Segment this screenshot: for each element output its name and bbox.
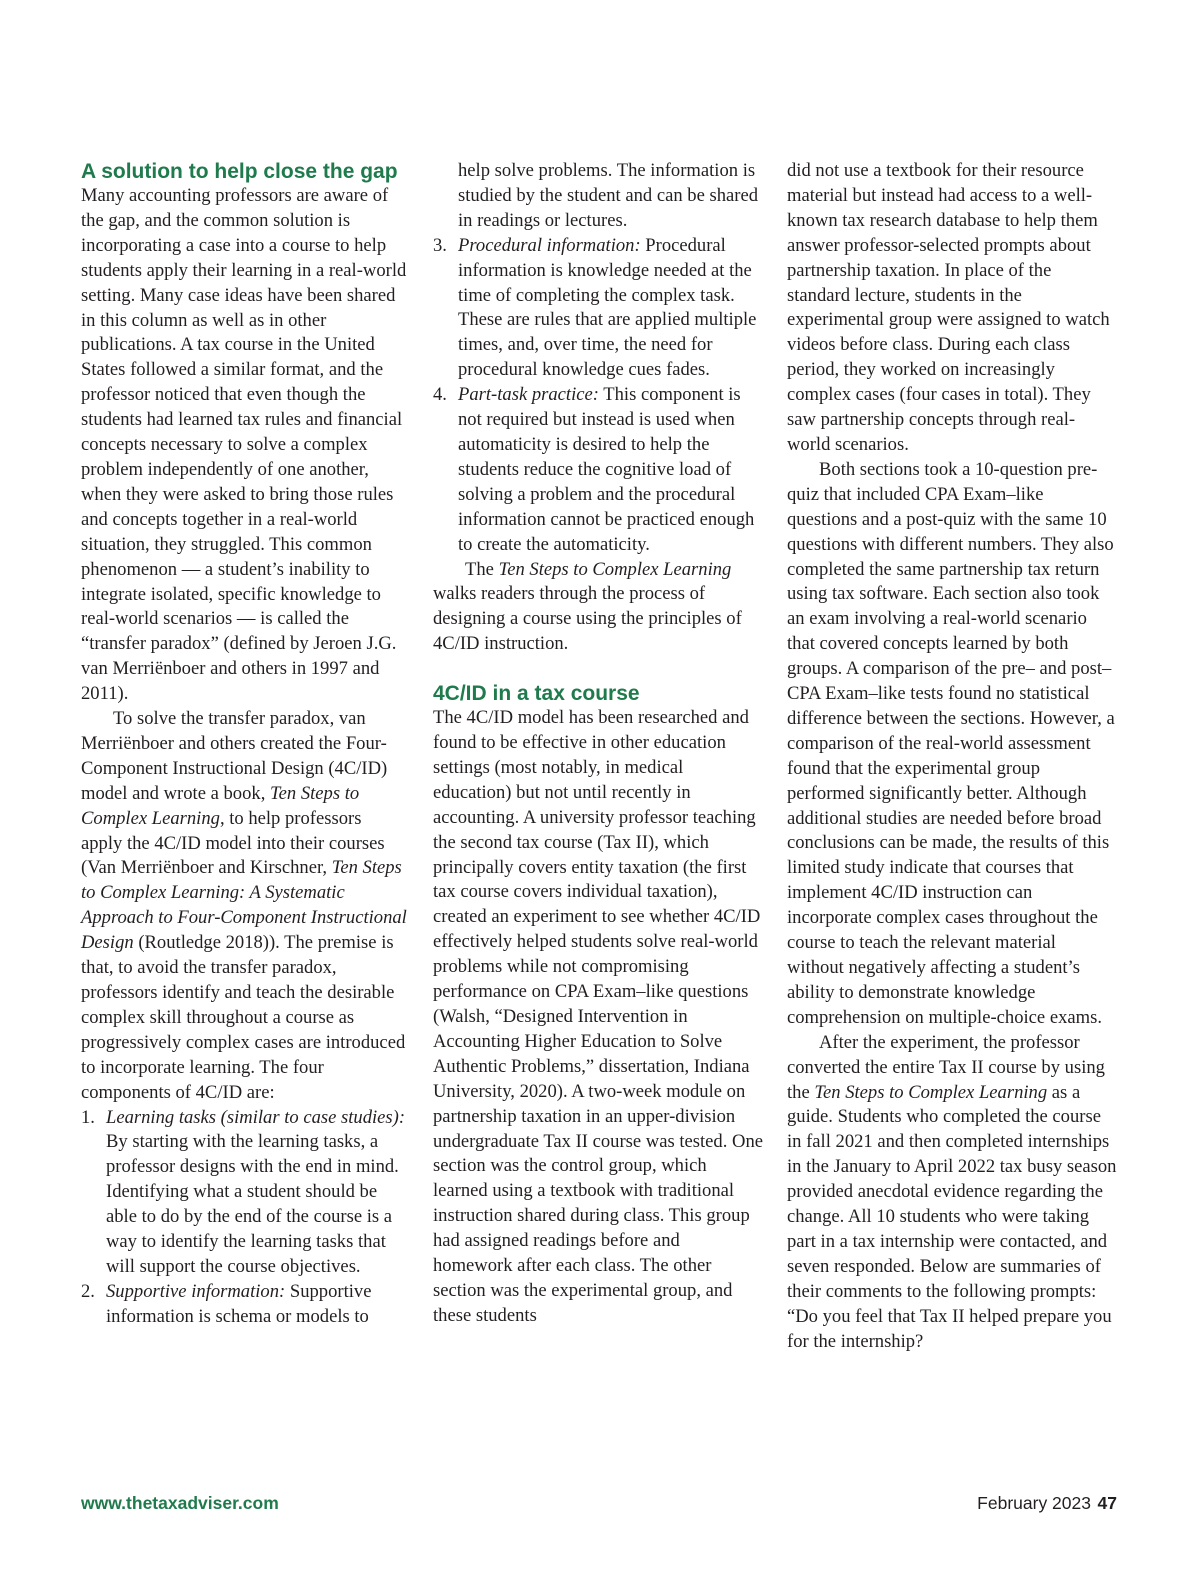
paragraph: To solve the transfer paradox, van Merriënboer and others created the Four-Component Instructional Design (4C/ID) model and wrote a book, Ten Steps to Complex Learning, to help professors apply the 4C/ID model into their courses (Van Merriënboer and Kirschner, Ten Steps to Complex Learning: A Systematic Approach to Four-Component Instructional Design (Routledge 2018)). The premise is that, to avoid the transfer paradox, professors identify and teach the desirable complex skill throughout a course as progressively complex cases are introduced to incorporate learning. The four components of 4C/ID are:: [81, 708, 407, 1103]
book-title: Ten Steps to Complex Learning: [498, 558, 732, 580]
list-number: 1.: [81, 1106, 95, 1128]
paragraph: Many accounting professors are aware of the gap, and the common solution is incorporating a case into a course to help students apply their learning in a real-world setting. Many case ideas have been shared in this column as well as in other publications. A tax course in the United States followed a similar format, and the professor noticed that even though the students had learned tax rules and financial concepts necessary to solve a complex problem independently of one another, when they were asked to bring those rules and concepts together in a real-world situation, they struggled. This common phenomenon — a student’s inability to integrate isolated, specific knowledge to real-world scenarios — is called the “transfer paradox” (defined by Jeroen J.G. van Merriënboer and others in 1997 and 2011).: [81, 185, 407, 705]
column-right: [787, 159, 1117, 1355]
list-item-label: Procedural information:: [458, 234, 641, 256]
book-title: Ten Steps to Complex Learning: A Systematic Approach to Four-Component Instructional Design: [81, 857, 407, 954]
page-footer: [81, 1493, 1117, 1519]
book-title: Ten Steps to Complex Learning: [814, 1081, 1048, 1103]
paragraph: After the experiment, the professor converted the entire Tax II course by using the Ten Steps to Complex Learning as a guide. Students who completed the course in fall 2021 and then completed internships in the January to April 2022 tax busy season provided anecdotal evidence regarding the change. All 10 students who were taking part in a tax internship were contacted, and seven responded. Below are summaries of their comments to the following prompts: “Do you feel that Tax II helped prepare you for the internship?: [787, 1031, 1117, 1352]
section-heading-tax-course: 4C/ID in a tax course: [433, 682, 640, 706]
list-item-label: Part-task practice:: [458, 384, 599, 406]
website-link[interactable]: www.thetaxadviser.com: [81, 1493, 279, 1513]
paragraph: Both sections took a 10-question pre-quiz that included CPA Exam–like questions and a post-quiz with the same 10 questions with different numbers. They also completed the same partnership tax return using tax software. Each section also took an exam involving a real-world scenario that covered concepts learned by both groups. A comparison of the pre– and post–CPA Exam–like tests found no statistical difference between the sections. However, a comparison of the real-world assessment found that the experimental group performed significantly better. Although additional studies are needed before broad conclusions can be made, the results of this limited study indicate that courses that implement 4C/ID instruction can incorporate complex cases throughout the course to teach the relevant material without negatively affecting a student’s ability to demonstrate knowledge comprehension on multiple-choice exams.: [787, 458, 1115, 1028]
book-title: Ten Steps to Complex Learning: [81, 782, 360, 829]
list-item-text: This component is not required but instead is used when automaticity is desired to help the students reduce the cognitive load of solving a problem and the procedural information cannot be practiced enough to create the automaticity.: [458, 384, 755, 555]
list-item-text: Supportive information is schema or models to: [106, 1280, 372, 1327]
list-item: [433, 383, 763, 557]
list-item-text: help solve problems. The information is studied by the student and can be shared in readings or lectures.: [458, 160, 758, 231]
list-item-text: By starting with the learning tasks, a professor designs with the end in mind. Identifying what a student should be able to do by the end of the course is a way to identify the learning tasks that will support the course objectives.: [106, 1131, 399, 1277]
section-heading-solution: A solution to help close the gap: [81, 160, 398, 183]
list-item-label: Supportive information:: [106, 1280, 286, 1302]
issue-date: February 2023: [977, 1493, 1091, 1513]
paragraph: The 4C/ID model has been researched and found to be effective in other education settings (most notably, in medical education) but not until recently in accounting. A university professor teaching the second tax course (Tax II), which principally covers entity taxation (the first tax course covers individual taxation), created an experiment to see whether 4C/ID effectively helped students solve real-world problems while not compromising performance on CPA Exam–like questions (Walsh, “Designed Intervention in Accounting Higher Education to Solve Authentic Problems,” dissertation, Indiana University, 2020). A two-week module on partnership taxation in an upper-division undergraduate Tax II course was tested. One section was the control group, which learned using a textbook with traditional instruction shared during class. This group had assigned readings before and homework after each class. The other section was the experimental group, and these students: [433, 707, 763, 1326]
list-item: [81, 1106, 407, 1280]
list-item-label: Learning tasks (similar to case studies):: [106, 1106, 406, 1128]
list-item-text: Procedural information is knowledge needed at the time of completing the complex task. These are rules that are applied multiple times, and, over time, the need for procedural knowledge cues fades.: [458, 234, 757, 381]
list-number: 2.: [81, 1280, 95, 1302]
page-number: 47: [1097, 1493, 1117, 1513]
paragraph: The Ten Steps to Complex Learning walks readers through the process of designing a course using the principles of 4C/ID instruction.: [433, 558, 742, 655]
list-number: 3.: [433, 234, 447, 256]
list-number: 4.: [433, 384, 447, 406]
paragraph: did not use a textbook for their resource material but instead had access to a well-known tax research database to help them answer professor-selected prompts about partnership taxation. In place of the standard lecture, students in the experimental group were assigned to watch videos before class. During each class period, they worked on increasingly complex cases (four cases in total). They saw partnership concepts through real-world scenarios.: [787, 160, 1110, 455]
list-item-continued: [458, 159, 763, 234]
list-item: [81, 1280, 407, 1330]
column-left: [81, 159, 407, 1330]
list-item: [433, 234, 763, 383]
column-middle: [433, 159, 763, 1329]
